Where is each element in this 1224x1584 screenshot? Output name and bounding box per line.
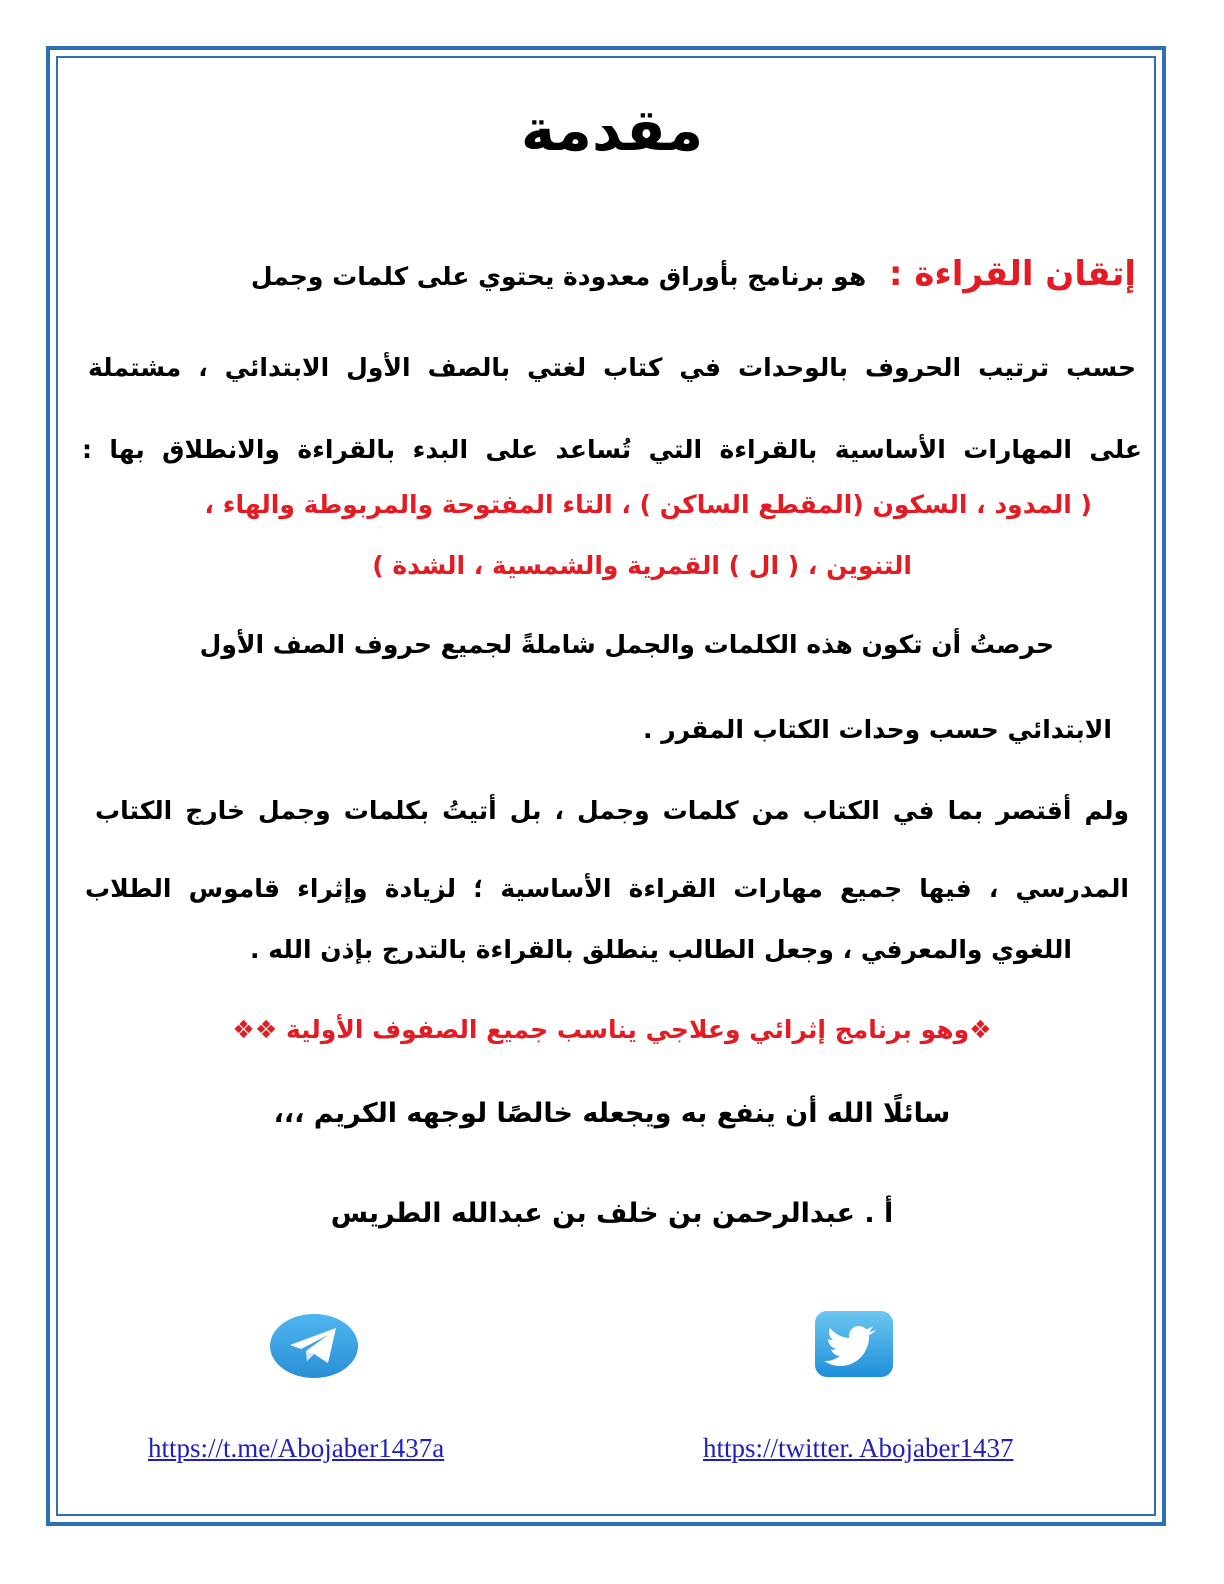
intro-line-3: على المهارات الأساسية بالقراءة التي تُساعد على البدء بالقراءة والانطلاق بها :: [82, 435, 1142, 464]
telegram-link[interactable]: https://t.me/Abojaber1437a: [148, 1433, 445, 1463]
skills-line-1: ( المدود ، السكون (المقطع الساكن ) ، التاء المفتوحة والمربوطة والهاء ،: [204, 490, 1092, 519]
para2-line-2: الابتدائي حسب وحدات الكتاب المقرر .: [643, 715, 1112, 744]
page-title: مقدمة: [520, 96, 704, 164]
highlight-note: ❖وهو برنامج إثرائي وعلاجي يناسب جميع الصفوف الأولية ❖❖: [232, 1015, 992, 1044]
para2-line-1: حرصتُ أن تكون هذه الكلمات والجمل شاملةً لجميع حروف الصف الأول: [199, 630, 1054, 659]
twitter-icon[interactable]: [814, 1310, 894, 1382]
intro-line-2: حسب ترتيب الحروف بالوحدات في كتاب لغتي بالصف الأول الابتدائي ، مشتملة: [88, 353, 1136, 382]
telegram-icon[interactable]: [268, 1313, 360, 1383]
twitter-link[interactable]: https://twitter. Abojaber1437: [703, 1433, 1014, 1463]
skills-line-2: التنوين ، ( ال ) القمرية والشمسية ، الشدة ): [372, 551, 912, 580]
para3-line-2: المدرسي ، فيها جميع مهارات القراءة الأساسية ؛ لزيادة وإثراء قاموس الطلاب: [85, 874, 1129, 903]
intro-text-1: هو برنامج بأوراق معدودة يحتوي على كلمات وجمل: [250, 262, 867, 291]
para3-line-3: اللغوي والمعرفي ، وجعل الطالب ينطلق بالقراءة بالتدرج بإذن الله .: [250, 935, 1072, 964]
prayer-text: سائلًا الله أن ينفع به ويجعله خالصًا لوجهه الكريم ،،،: [273, 1098, 951, 1129]
para3-line-1: ولم أقتصر بما في الكتاب من كلمات وجمل ، بل أتيتُ بكلمات وجمل خارج الكتاب: [95, 796, 1129, 825]
program-name: إتقان القراءة :: [888, 254, 1136, 294]
author-name: أ . عبدالرحمن بن خلف بن عبدالله الطريس: [330, 1198, 894, 1229]
intro-line-1: [251, 254, 1136, 294]
